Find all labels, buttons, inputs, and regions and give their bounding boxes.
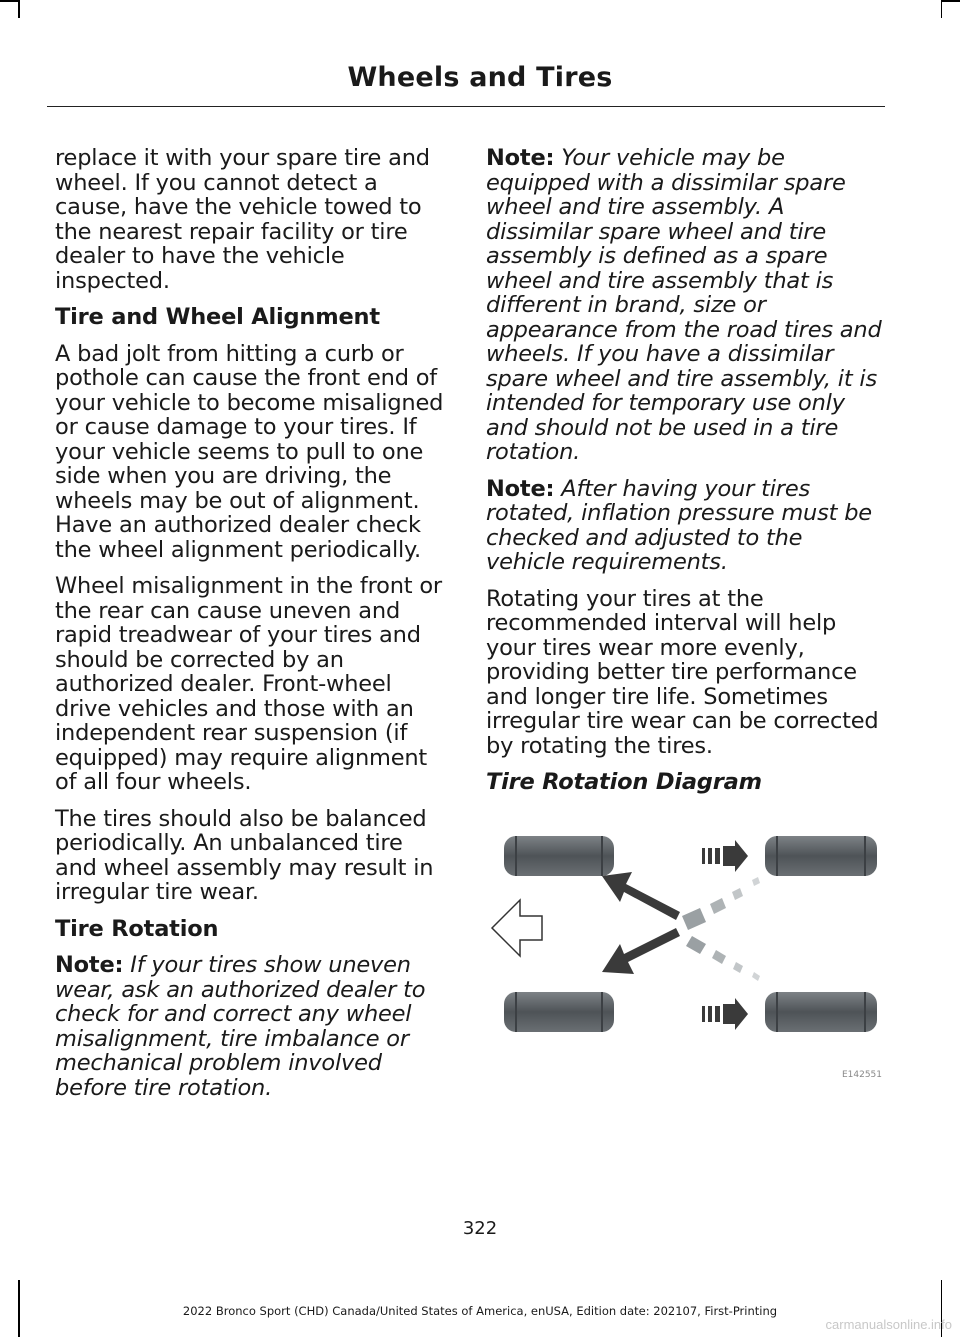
crop-mark — [942, 0, 960, 2]
note-label: Note: — [486, 145, 555, 171]
paragraph: The tires should also be balanced periodically. An unbalanced tire and wheel assembly may result in irregular tire wear. — [55, 805, 434, 905]
crop-mark — [0, 0, 18, 2]
left-column — [55, 146, 450, 1112]
paragraph: A bad jolt from hitting a curb or pothole can cause the front end of your vehicle to become misaligned or cause damage to your tires. If your vehicle seems to pull to one side when you are driving, the wheels may be out of alignment. Have an authorized dealer check the wheel alignment periodically. — [55, 340, 444, 563]
page-title: Wheels and Tires — [347, 62, 613, 93]
header-divider — [47, 106, 885, 107]
diagonal-arrow-to-rear-left-icon — [602, 928, 680, 974]
crossing-dashes-icon — [682, 877, 760, 981]
right-arrow-bottom-icon — [702, 998, 748, 1030]
diagram-heading: Tire Rotation Diagram — [486, 769, 762, 795]
section-heading-rotation: Tire Rotation — [55, 915, 219, 942]
diagonal-arrow-to-front-left-icon — [602, 872, 680, 920]
note — [486, 477, 884, 575]
front-direction-arrow-icon — [492, 900, 542, 956]
tire-front-right-icon — [765, 836, 877, 876]
tire-rear-left-icon — [504, 992, 614, 1032]
right-column — [486, 146, 884, 807]
tire-rear-right-icon — [765, 992, 877, 1032]
paragraph: replace it with your spare tire and wheel. If you cannot detect a cause, have the vehicle towed to the nearest repair facility or tire dealer to have the vehicle inspected. — [55, 145, 430, 294]
paragraph: Wheel misalignment in the front or the rear can cause uneven and rapid treadwear of your tires and should be corrected by an authorized dealer. Front-wheel drive vehicles and those with an independent rear suspension (if equipped) may require alignment of all four wheels. — [55, 573, 442, 795]
note-label: Note: — [486, 475, 555, 502]
note — [486, 146, 884, 465]
note-text: If your tires show uneven wear, ask an authorized dealer to check for and correct any wheel misalignment, tire imbalance or mechanical problem involved before tire rotation. — [55, 952, 426, 1101]
footer-edition-info: 2022 Bronco Sport (CHD) Canada/United States of America, enUSA, Edition date: 202107, First-Printing — [182, 1304, 778, 1318]
diagram-code: E142551 — [841, 1070, 882, 1080]
crop-mark — [941, 0, 943, 18]
section-heading-alignment: Tire and Wheel Alignment — [55, 304, 380, 330]
note-label: Note: — [55, 952, 124, 978]
tire-front-left-icon — [504, 836, 614, 876]
tire-rotation-diagram — [486, 820, 884, 1080]
watermark: carmanualsonline.info — [825, 1317, 952, 1332]
crop-mark — [18, 0, 20, 18]
note-text: Your vehicle may be equipped with a dissimilar spare wheel and tire assembly. A dissimilar spare wheel and tire assembly is defined as a spare wheel and tire assembly that is different in brand, size or appearance from the road tires and wheels. If you have a dissimilar spare wheel and tire assembly, it is intended for temporary use only and should not be used in a tire rotation. — [486, 145, 882, 465]
right-arrow-top-icon — [702, 840, 748, 872]
note — [55, 953, 450, 1100]
note-text: After having your tires rotated, inflation pressure must be checked and adjusted to the vehicle requirements. — [486, 475, 872, 575]
paragraph: Rotating your tires at the recommended interval will help your tires wear more evenly, providing better tire performance and longer tire life. Sometimes irregular tire wear can be corrected by rotating the tires. — [486, 585, 879, 759]
page-number: 322 — [462, 1218, 498, 1239]
